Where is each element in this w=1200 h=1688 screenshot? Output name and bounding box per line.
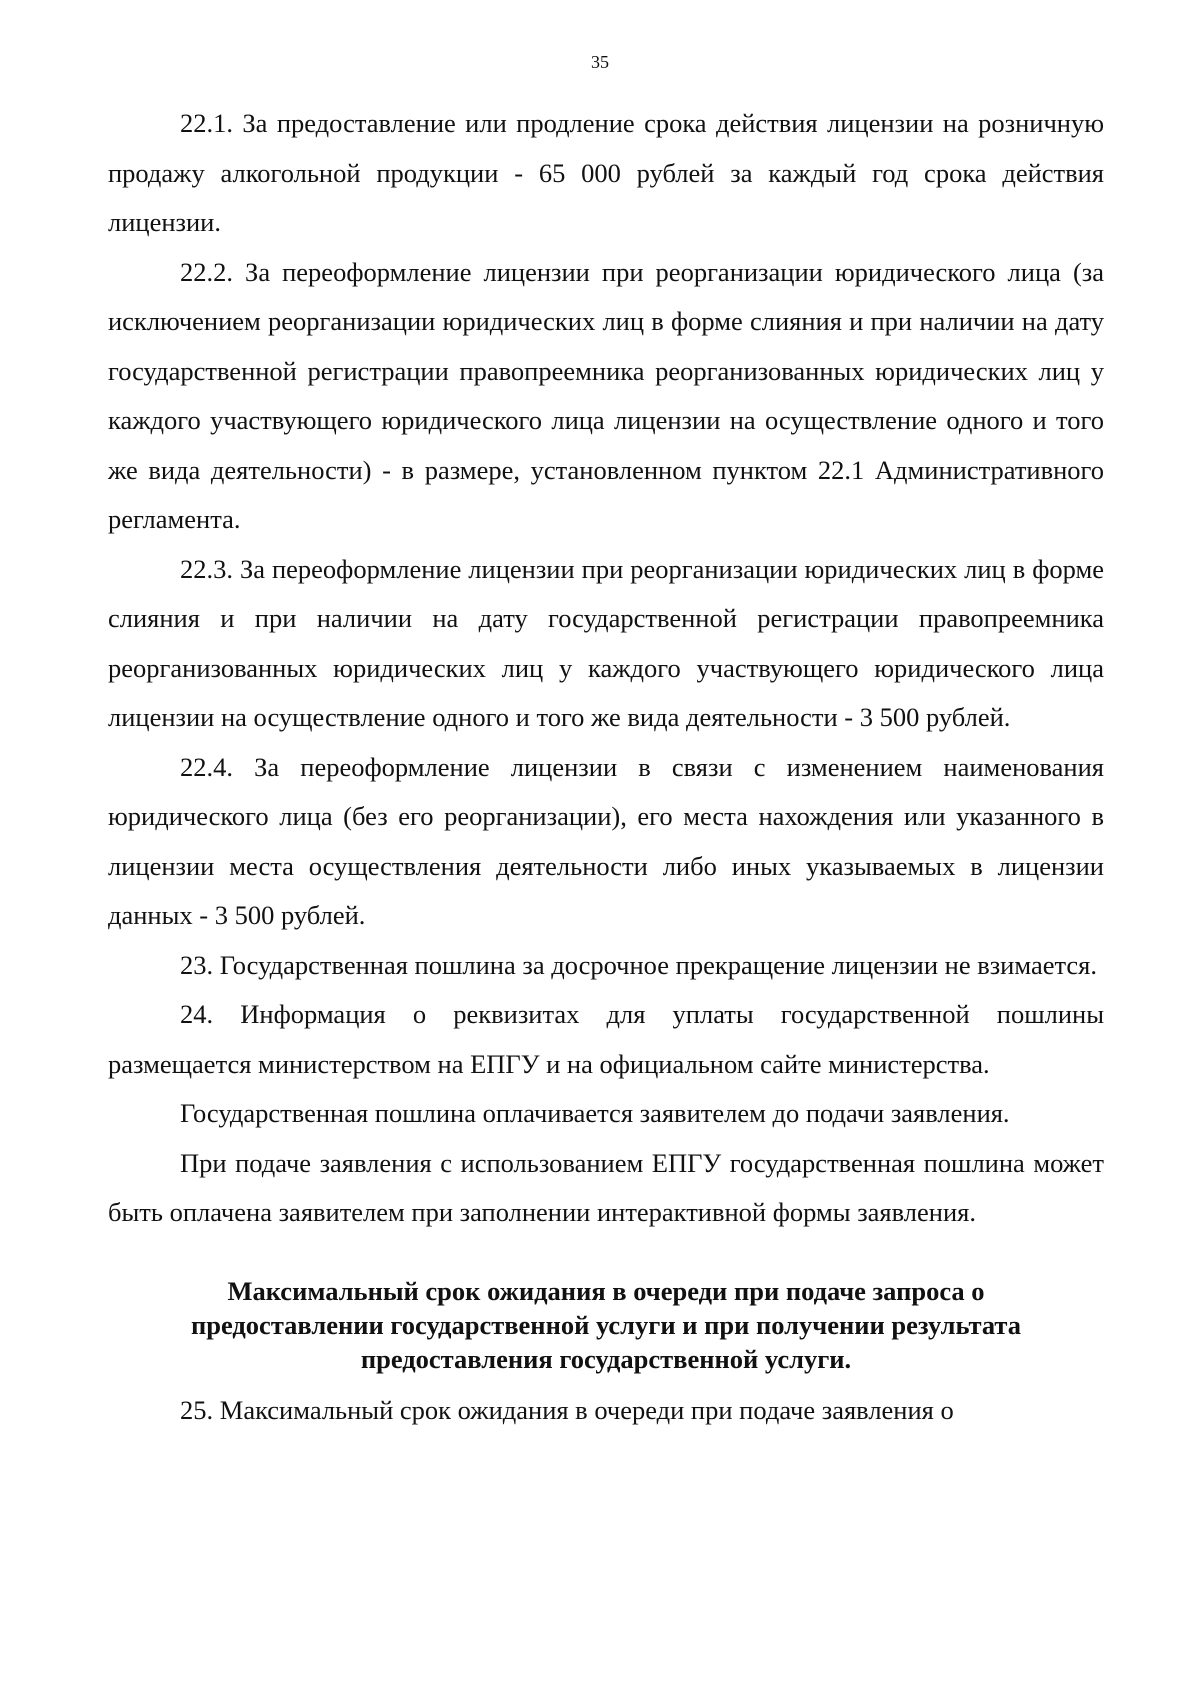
document-body <box>108 99 1104 1435</box>
paragraph-25: 25. Максимальный срок ожидания в очереди при подаче заявления о <box>180 1394 954 1425</box>
paragraph-fee-payment: Государственная пошлина оплачивается заявителем до подачи заявления. <box>180 1098 1010 1128</box>
section-heading-line: Максимальный срок ожидания в очереди при подаче запроса о <box>227 1275 985 1306</box>
paragraph-22-2: 22.2. За переоформление лицензии при реорганизации юридического лица (за исключением реорганизации юридических лиц в форме слияния и при наличии на дату государственной регистрации правопреемника реорганизованных юридических лиц у каждого участвующего юридического лица лицензии на осуществление одного и того же вида деятельности) - в размере, установленном пунктом 22.1 Административного регламента. <box>108 256 1104 534</box>
paragraph-22-4: 22.4. За переоформление лицензии в связи с изменением наименования юридического лица (без его реорганизации), его места нахождения или указанного в лицензии места осуществления деятельности либо иных указываемых в лицензии данных - 3 500 рублей. <box>108 751 1104 930</box>
paragraph-23: 23. Государственная пошлина за досрочное прекращение лицензии не взимается. <box>180 949 1097 980</box>
page-number: 35 <box>591 52 609 72</box>
section-heading-line: предоставления государственной услуги. <box>360 1343 852 1374</box>
section-heading-line: предоставлении государственной услуги и при получении результата <box>190 1309 1021 1340</box>
paragraph-24: 24. Информация о реквизитах для уплаты государственной пошлины размещается министерством на ЕПГУ и на официальном сайте министерства. <box>108 999 1104 1079</box>
paragraph-epgu-payment: При подаче заявления с использованием ЕПГУ государственная пошлина может быть оплачена заявителем при заполнении интерактивной формы заявления. <box>108 1147 1104 1227</box>
paragraph-22-1: 22.1. За предоставление или продление срока действия лицензии на розничную продажу алкогольной продукции - 65 000 рублей за каждый год срока действия лицензии. <box>108 108 1104 237</box>
section-heading <box>108 1274 1104 1376</box>
paragraph-22-3: 22.3. За переоформление лицензии при реорганизации юридических лиц в форме слияния и при наличии на дату государственной регистрации правопреемника реорганизованных юридических лиц у каждого участвующего юридического лица лицензии на осуществление одного и того же вида деятельности - 3 500 рублей. <box>108 553 1104 732</box>
